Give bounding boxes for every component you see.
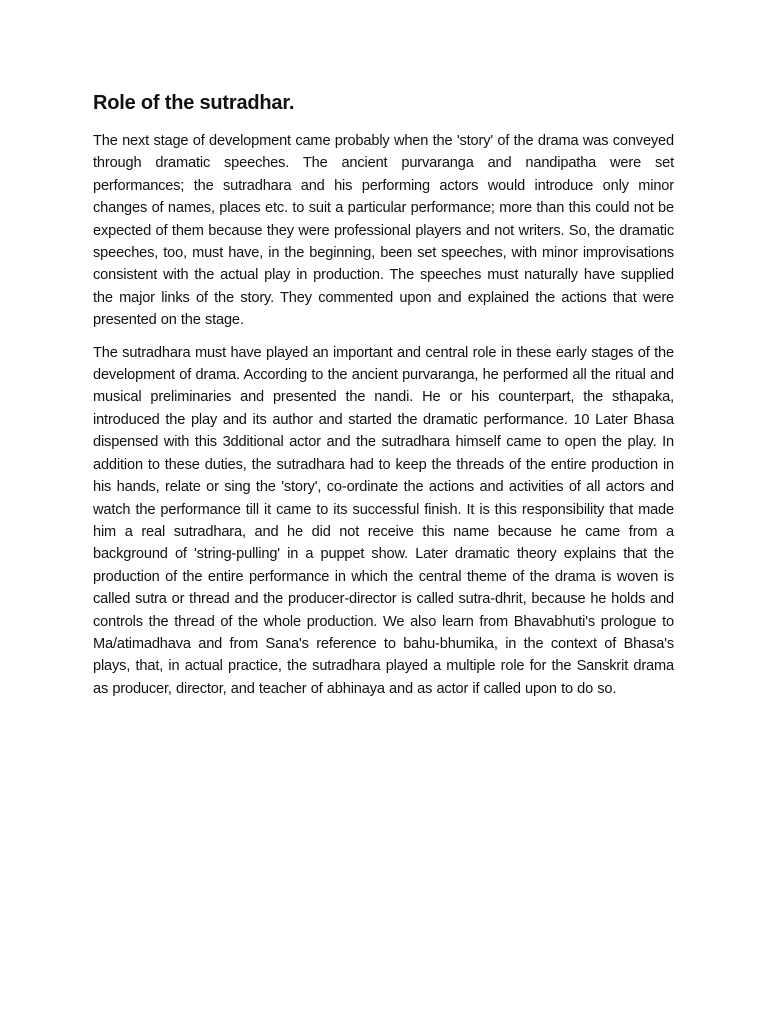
paragraph-2: The sutradhara must have played an important and central role in these early stages of the development of drama. According to the ancient purvaranga, he performed all the ritual and musical preliminaries and presented the nandi. He or his counterpart, the sthapaka, introduced the play and its author and started the dramatic performance. 10 Later Bhasa dispensed with this 3dditional actor and the sutradhara himself came to open the play. In addition to these duties, the sutradhara had to keep the threads of the entire production in his hands, relate or sing the 'story', co-ordinate the actions and activities of all actors and watch the performance till it came to its successful finish. It is this responsibility that made him a real sutradhara, and he did not receive this name because he came from a background of 'string-pulling' in a puppet show. Later dramatic theory explains that the production of the entire performance in which the central theme of the drama is woven is called sutra or thread and the producer-director is called sutra-dhrit, because he holds and controls the thread of the whole production. We also learn from Bhavabhuti's prologue to Ma/atimadhava and from Sana's reference to bahu-bhumika, in the context of Bhasa's plays, that, in actual practice, the sutradhara played a multiple role for the Sanskrit drama as producer, director, and teacher of abhinaya and as actor if called upon to do so. [93,344,674,697]
document-title: Role of the sutradhar. [93,92,295,114]
paragraph-1: The next stage of development came probably when the 'story' of the drama was conveyed through dramatic speeches. The ancient purvaranga and nandipatha were set performances; the sutradhara and his performing actors would introduce only minor changes of names, places etc. to suit a particular performance; more than this could not be expected of them because they were professional players and not writers. So, the dramatic speeches, too, must have, in the beginning, been set speeches, with minor improvisations consistent with the actual play in production. The speeches must naturally have supplied the major links of the story. They commented upon and explained the actions that were presented on the stage. [93,133,674,329]
document-page [93,88,674,710]
